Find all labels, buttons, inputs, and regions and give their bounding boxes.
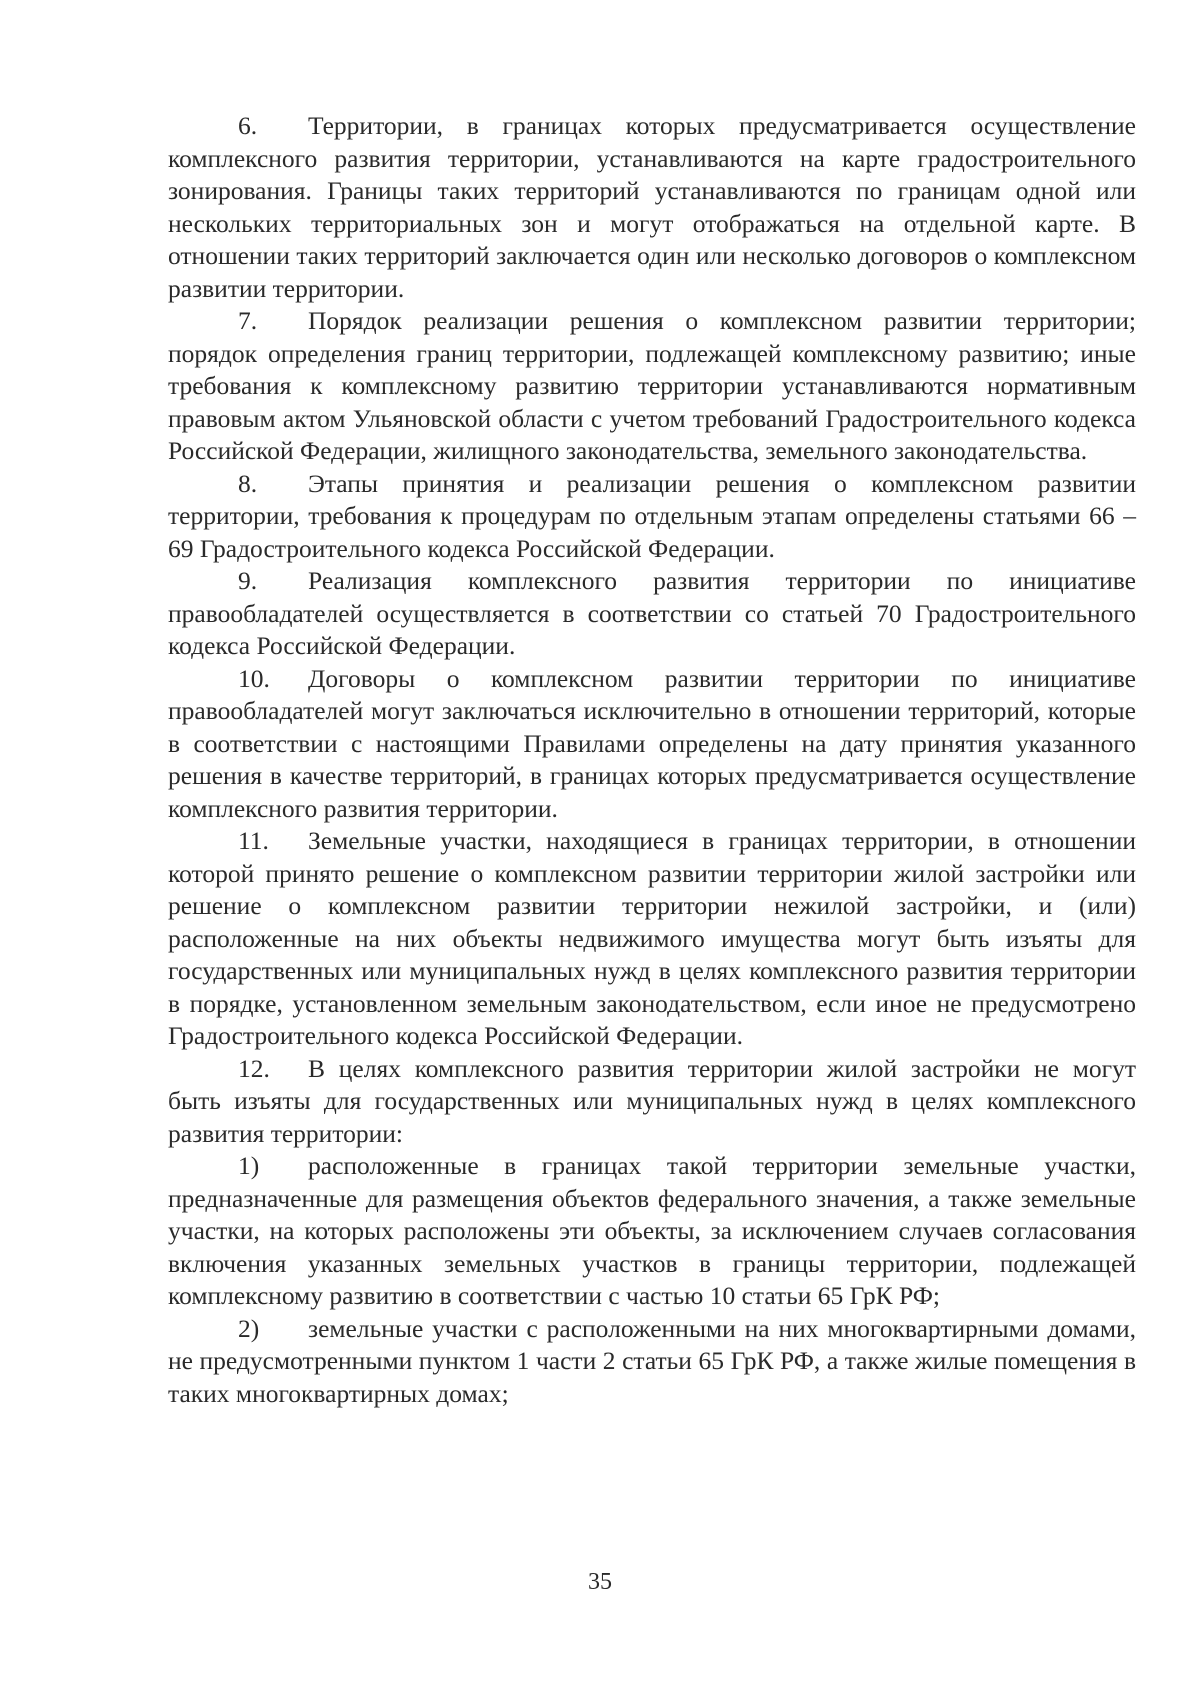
list-item-1	[168, 1150, 1136, 1313]
paragraph-number: 8.	[238, 468, 258, 498]
paragraph-text: Земельные участки, находящиеся в границах территории, в отношении которой принято решение о комплексном развитии территории жилой застройки или решение о комплексном развитии территории нежилой застройки, и (или) расположенные на них объекты недвижимого имущества могут быть изъяты для государственных или муниципальных нужд в целях комплексного развития территории в порядке, установленном земельным законодательством, если иное не предусмотрено Градостроительного кодекса Российской Федерации.	[168, 826, 1136, 1050]
list-item-text: расположенные в границах такой территории земельные участки, предназначенные для размещения объектов федерального значения, а также земельные участки, на которых расположены эти объекты, за исключением случаев согласования включения указанных земельных участков в границы территории, подлежащей комплексному развитию в соответствии с частью 10 статьи 65 ГрК РФ;	[168, 1151, 1136, 1310]
paragraph-9	[168, 565, 1136, 663]
list-item-number: 1)	[238, 1151, 260, 1180]
paragraph-text: Этапы принятия и реализации решения о комплексном развитии территории, требования к процедурам по отдельным этапам определены статьями 66 – 69 Градостроительного кодекса Российской Федерации.	[168, 468, 1136, 563]
paragraph-6	[168, 110, 1136, 305]
paragraph-number: 6.	[238, 111, 258, 140]
paragraph-10	[168, 663, 1136, 826]
paragraph-8	[168, 468, 1136, 566]
paragraph-number: 11.	[238, 826, 269, 855]
paragraph-text: Территории, в границах которых предусматривается осуществление комплексного развития территории, устанавливаются на карте градостроительного зонирования. Границы таких территорий устанавливаются по границам одной или нескольких территориальных зон и могут отображаться на отдельной карте. В отношении таких территорий заключается один или несколько договоров о комплексном развитии территории.	[168, 111, 1136, 303]
page-number: 35	[588, 1569, 612, 1595]
paragraph-11	[168, 825, 1136, 1053]
paragraph-number: 9.	[238, 566, 258, 595]
paragraph-text: Договоры о комплексном развитии территории по инициативе правообладателей могут заключаться исключительно в отношении территорий, которые в соответствии с настоящими Правилами определены на дату принятия указанного решения в качестве территорий, в границах которых предусматривается осуществление комплексного развития территории.	[168, 663, 1136, 823]
list-item-2	[168, 1313, 1136, 1411]
paragraph-number: 12.	[238, 1053, 270, 1083]
list-item-text: земельные участки с расположенными на них многоквартирными домами, не предусмотренными пунктом 1 части 2 статьи 65 ГрК РФ, а также жилые помещения в таких многоквартирных домах;	[168, 1313, 1136, 1408]
list-item-number: 2)	[238, 1313, 260, 1343]
paragraph-number: 10.	[238, 663, 270, 693]
paragraph-7	[168, 305, 1136, 468]
paragraph-text: В целях комплексного развития территории жилой застройки не могут быть изъяты для государственных или муниципальных нужд в целях комплексного развития территории:	[168, 1053, 1136, 1148]
paragraph-text: Порядок реализации решения о комплексном развитии территории; порядок определения границ территории, подлежащей комплексному развитию; иные требования к комплексному развитию территории устанавливаются нормативным правовым актом Ульяновской области с учетом требований Градостроительного кодекса Российской Федерации, жилищного законодательства, земельного законодательства.	[168, 306, 1136, 465]
paragraph-12	[168, 1053, 1136, 1151]
paragraph-text: Реализация комплексного развития территории по инициативе правообладателей осуществляется в соответствии со статьей 70 Градостроительного кодекса Российской Федерации.	[168, 566, 1136, 660]
document-body	[168, 110, 1136, 1410]
paragraph-number: 7.	[238, 306, 258, 335]
